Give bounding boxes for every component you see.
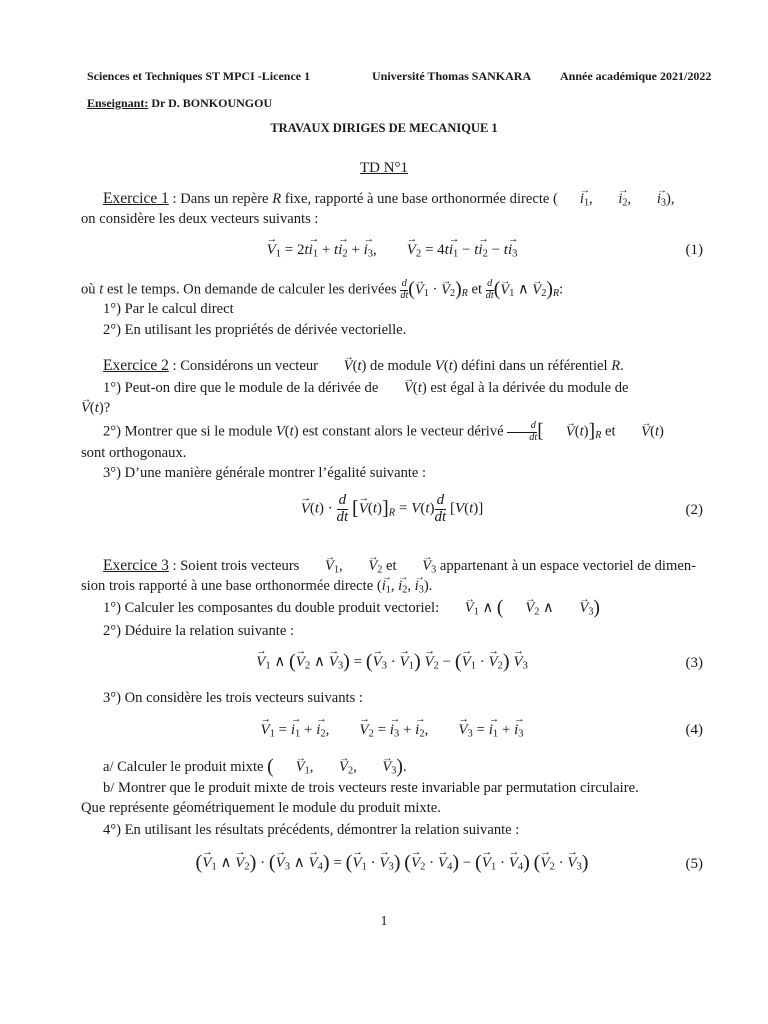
- course-label: Sciences et Techniques ST MPCI -Licence 1: [87, 69, 311, 83]
- teacher-line: [87, 96, 272, 111]
- equation-2-number: (2): [685, 502, 703, 518]
- ex1-question: où t est le temps. On demande de calculer les derivées $\frac{d}{dt}$ (→ $V_1$ · → $V_2)_R$ et $\frac{d}{dt}$ (→ $V_1$ ∧ → $V_2)_R$:: [81, 279, 703, 301]
- ex3-qb-2: Que représente géométriquement le module du produit mixte.: [81, 800, 441, 816]
- ex2-label: Exercice 2: [103, 357, 169, 374]
- document-page: Sciences et Techniques ST MPCI -Licence 1 Université Thomas SANKARA Année académique 2021/2022 Enseignant: Dr D. BONKOUNGOU TRAVAUX DIRIGES DE MECANIQUE 1 TD N°1 Exercice 1 : Dans un repère R fixe, rapporté à une base orthonormée directe (→ $i_1$, → $i_2$, → $i_3$), on considère les deux vecteurs suivants : → $V_1 = 2t\to i_1 + t\to i_2$ + → $i_3$, → $V_2 = 4t\to i_1 - t\to i_2 - t\to i_3$ (1) où t est le temps. On demande de calculer les derivées $\frac{d}{dt}$ (→ $V_1$ · → $V_2)_R$ et $\frac{d}{dt}$ (→ $V_1$ ∧ → $V_2)_R$: 1°) Par le calcul direct 2°) En utilisant les propriétés de dérivée vectorielle. Exercice 2 : Considérons un vecteur → V(t) de module V(t) défini dans un référentiel R. 1°) Peut-on dire que le module de la dérivée de → V(t) est égal à la dérivée du module de → V(t)? 2°) Montrer que si le module V(t) est constant alors le vecteur dérivé $\frac{d}{dt}$ [→ $V(t)]_R$ et → V(t) sont orthogonaux. 3°) D’une manière générale montrer l’égalité suivante : → V(t) · $\frac{d}{dt}$ [→ $V(t)]_R = V(t)$ $\frac{d}{dt}$ [V(t)] (2) Exercice 3 : Soient trois vecteurs → $V_1$, → $V_2$ et → $V_3$ appartenant à un espace vectoriel de dimen- sion trois rapporté à une base orthonormée directe (→ $i_1$, → $i_2$, → $i_3$). 1°) Calculer les composantes du double produit vectoriel: → $V_1$ ∧ (→ $V_2$ ∧ → $V_3$) 2°) Déduire la relation suivante : → $V_1$ ∧ (→ $V_2$ ∧ → $V_3$) = (→ $V_3$ · → $V_1) \to V_2$ − (→ $V_1$ · → $V_2) \to V_3$ (3) 3°) On considère les trois vecteurs suivants : → $V_1$ = → $i_1$ + → $i_2$, → $V_2$ = → $i_3$ + → $i_2$, → $V_3$ = → $i_1$ + → $i_3$ (4) a/ Calculer le produit mixte (→ $V_1$, → $V_2$, → $V_3$). b/ Montrer que le produit mixte de trois vecteurs reste invariable par permutation circulaire. Que représente géométriquement le module du produit mixte. 4°) En utilisant les résultats précédents, démontrer la relation suivante : (→ $V_1$ ∧ → $V_2$) · (→ $V_3$ ∧ → $V_4$) = (→ $V_1$ · → $V_3$) (→ $V_2$ · → $V_4$) − (→ $V_1$ · → $V_4$) (→ $V_2$ · → $V_3$) (5) 1: [0, 0, 768, 1024]
- teacher-label: Enseignant:: [87, 96, 149, 110]
- ex3-qa: a/ Calculer le produit mixte (→ $V_1$, → $V_2$, → $V_3$).: [81, 757, 703, 777]
- ex3-q3: 3°) On considère les trois vecteurs suivants :: [103, 690, 363, 706]
- ex3-intro: Exercice 3 : Soient trois vecteurs → $V_1$, → $V_2$ et → $V_3$ appartenant à un espace vectoriel de dimen- sion trois rapporté à une base orthonormée directe (→ $i_1$, → $i_2$, → $i_3$).: [81, 556, 703, 596]
- university-label: Université Thomas SANKARA: [372, 69, 532, 83]
- equation-5-number: (5): [685, 856, 703, 872]
- ex1-q2: 2°) En utilisant les propriétés de dérivée vectorielle.: [103, 322, 407, 338]
- equation-3-number: (3): [685, 655, 703, 671]
- teacher-name: Dr D. BONKOUNGOU: [148, 96, 273, 110]
- page-number: 1: [380, 914, 388, 929]
- academic-year-label: Année académique 2021/2022: [560, 69, 712, 83]
- ex1-label: Exercice 1: [103, 190, 169, 207]
- ex2-q2: 2°) Montrer que si le module V(t) est constant alors le vecteur dérivé $\frac{d}{dt}$ [→ $V(t)]_R$ et → V(t) sont orthogonaux.: [81, 421, 703, 463]
- ex1-q1: 1°) Par le calcul direct: [103, 301, 234, 317]
- ex3-label: Exercice 3: [103, 557, 169, 574]
- equation-4-number: (4): [685, 722, 703, 738]
- ex2-q1: 1°) Peut-on dire que le module de la dérivée de → V(t) est égal à la dérivée du module de → V(t)?: [81, 378, 703, 418]
- ex2-q3: 3°) D’une manière générale montrer l’égalité suivante :: [103, 465, 427, 481]
- ex3-q2: 2°) Déduire la relation suivante :: [103, 623, 295, 639]
- ex2-intro: Exercice 2 : Considérons un vecteur → V(t) de module V(t) défini dans un référentiel R.: [81, 356, 703, 376]
- equation-1-number: (1): [685, 242, 703, 258]
- td-number: TD N°1: [359, 160, 409, 176]
- ex3-qb: b/ Montrer que le produit mixte de trois vecteurs reste invariable par permutation circulaire.: [103, 780, 639, 796]
- ex3-q1: 1°) Calculer les composantes du double produit vectoriel: → $V_1$ ∧ (→ $V_2$ ∧ → $V_3$): [81, 598, 703, 618]
- ex3-q4: 4°) En utilisant les résultats précédents, démontrer la relation suivante :: [103, 822, 520, 838]
- ex1-intro: Exercice 1 : Dans un repère R fixe, rapporté à une base orthonormée directe (→ $i_1$, → $i_2$, → $i_3$), on considère les deux vecteurs suivants :: [81, 189, 703, 229]
- document-title: TRAVAUX DIRIGES DE MECANIQUE 1: [270, 121, 498, 135]
